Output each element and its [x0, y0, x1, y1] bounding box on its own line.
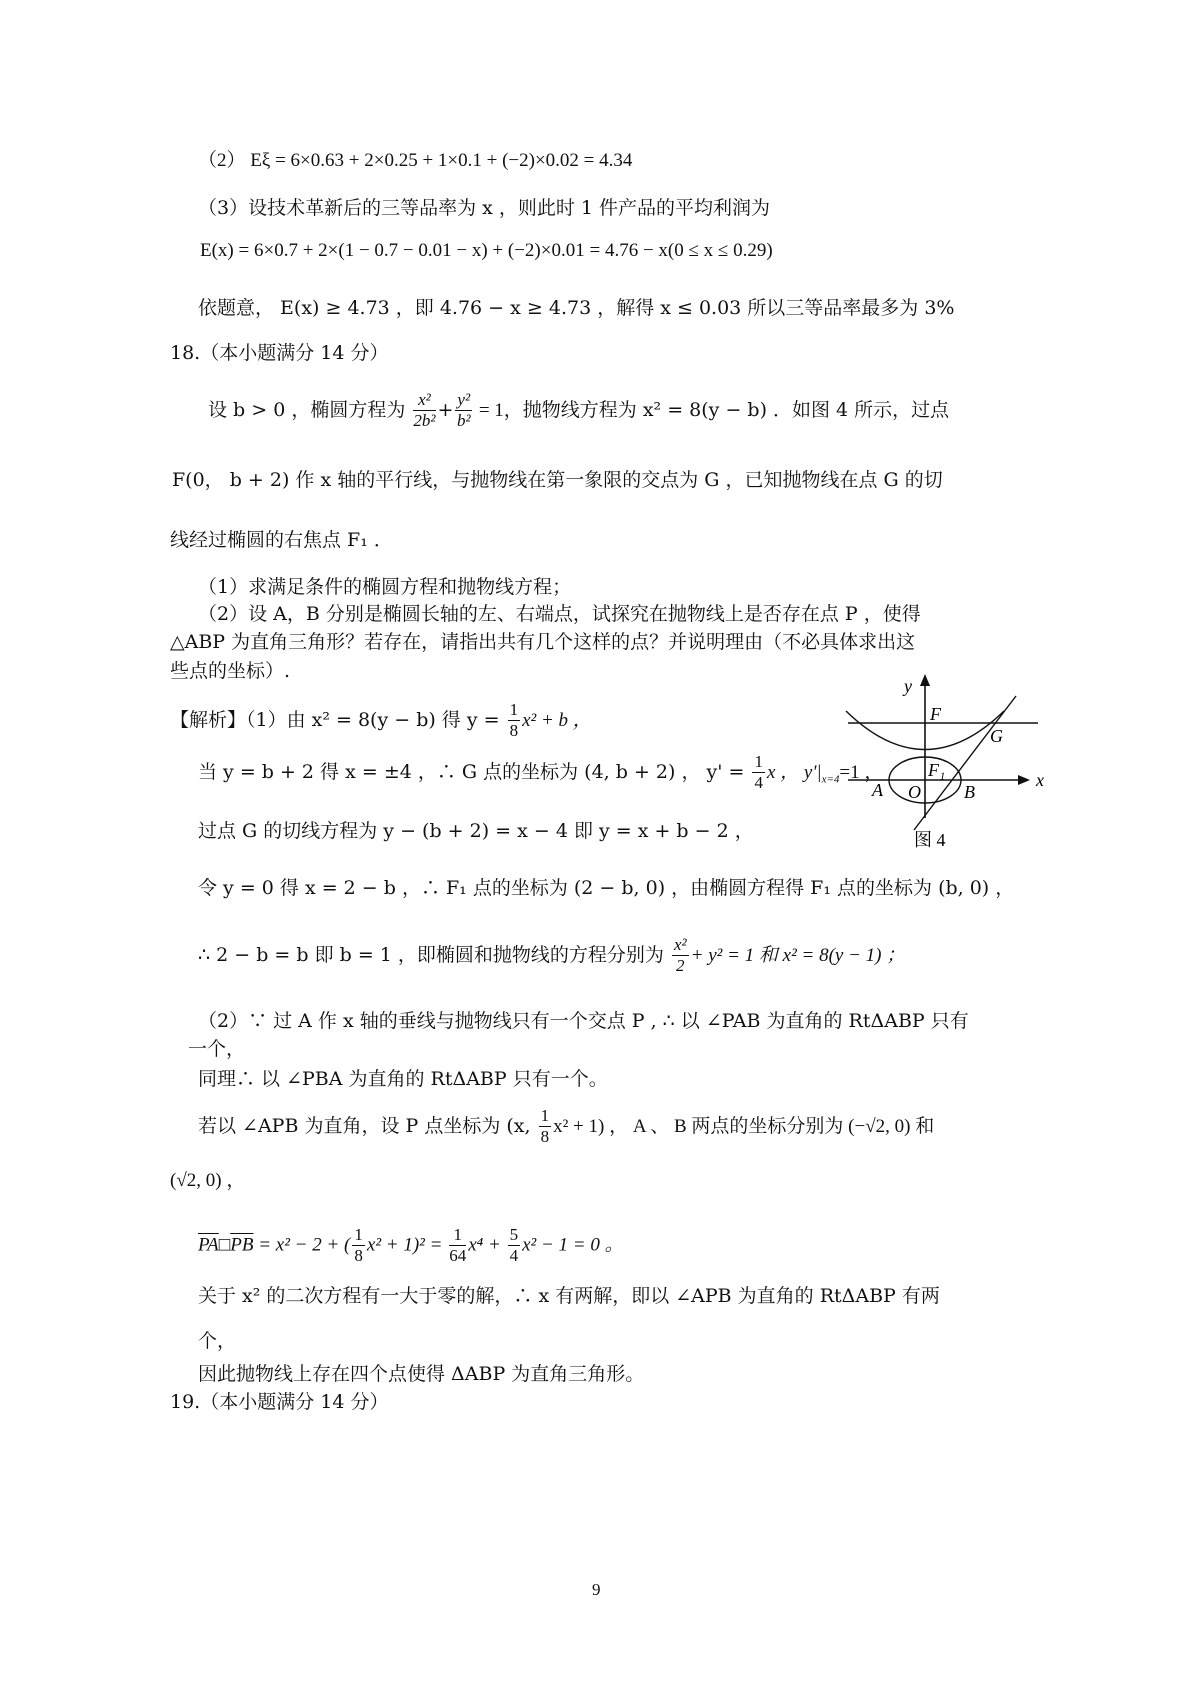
line-final: 因此抛物线上存在四个点使得 ΔABP 为直角三角形。 [198, 1363, 645, 1385]
y-axis-arrow [920, 674, 930, 686]
line-focus: 线经过椭圆的右焦点 F₁ ． [170, 529, 393, 551]
label-F: F [930, 704, 941, 724]
label-O: O [908, 782, 921, 802]
line-ellipse-def: 设 b > 0 ，椭圆方程为 $\frac{\text{x²}}{\text{2b²}}$ + $\frac{\text{y²}}{\text{b²}}$ = 1，抛物线方程为 x² = 8(y − b) ．如图 4 所示，过点 [208, 390, 950, 431]
figure-4-diagram [838, 668, 1054, 856]
text-part: 设 b > 0 ，椭圆方程为 [208, 398, 406, 421]
label-F1: F₁ [928, 760, 946, 780]
figure-caption: 图 4 [914, 830, 946, 850]
line-part2-a-cont: 一个， [188, 1038, 246, 1060]
line-part2-a: （2）∵ 过 A 作 x 轴的垂线与抛物线只有一个交点 P , ∴ 以 ∠PAB 为直角的 RtΔABP 只有 [198, 1010, 969, 1032]
line-F1-coords: 令 y = 0 得 x = 2 − b ，∴ F₁ 点的坐标为 (2 − b, 0) ，由椭圆方程得 F₁ 点的坐标为 (b, 0) ， [198, 877, 1015, 899]
label-x: x [1036, 770, 1044, 790]
fraction: $\frac{\text{y²}}{\text{b²}}$ [456, 390, 471, 431]
line-part2-b: 同理∴ 以 ∠PBA 为直角的 RtΔABP 只有一个。 [198, 1068, 608, 1090]
line-part2-c-cont: (√2, 0) ， [170, 1170, 246, 1191]
x-axis-arrow [1018, 775, 1030, 785]
line-solution-1: 【解析】（1）由 x² = 8(y − b) 得 y = $\frac{1}{8}$ x² + b ， [170, 700, 592, 741]
line-part3-intro: （3）设技术革新后的三等品率为 x ，则此时 1 件产品的平均利润为 [198, 197, 771, 219]
label-G: G [990, 726, 1003, 746]
line-point-F: F(0， b + 2) 作 x 轴的平行线，与抛物线在第一象限的交点为 G ，已知抛物线在点 G 的切 [172, 469, 943, 491]
line-equations: ∴ 2 − b = b 即 b = 1 ，即椭圆和抛物线的方程分别为 $\frac{\text{x²}}{2}$ + y² = 1 和 x² = 8(y − 1) ； [198, 935, 906, 976]
line-solution-2: 当 y = b + 2 得 x = ±4 ，∴ G 点的坐标为 (4, b + 2) ， y' = $\frac{1}{4}$ x ， $y'|_{x=4}=1$ ， [198, 752, 884, 793]
question-18-header: 18.（本小题满分 14 分） [170, 342, 389, 364]
fraction: $\frac{1}{8}$ [354, 1225, 363, 1266]
line-dot-product: $\overline{PA}□\overline{PB} = x^2 - 2$ + ( $\frac{1}{8}$ x² + 1)² = $\frac{1}{64}$ x⁴ + $\frac{5}{4}$ x² − 1 = 0 。 [198, 1225, 624, 1266]
fraction: $\frac{1}{4}$ [754, 752, 763, 793]
line-expected-profit: E(x) = 6×0.7 + 2×(1 − 0.7 − 0.01 − x) + (−2)×0.01 = 4.76 − x(0 ≤ x ≤ 0.29) [200, 240, 773, 261]
fraction: $\frac{1}{8}$ [509, 700, 519, 741]
page-number: 9 [592, 1580, 601, 1599]
label-y: y [904, 676, 912, 696]
label-B: B [964, 782, 975, 802]
question-19-header: 19.（本小题满分 14 分） [170, 1391, 389, 1413]
fraction: $\frac{5}{4}$ [509, 1225, 519, 1266]
line-quadratic: 关于 x² 的二次方程有一大于零的解，∴ x 有两解，即以 ∠APB 为直角的 RtΔABP 有两 [198, 1285, 940, 1307]
fraction: $\frac{1}{8}$ [540, 1106, 550, 1147]
line-conclusion: 依题意， E(x) ≥ 4.73 ，即 4.76 − x ≥ 4.73 ，解得 x ≤ 0.03 所以三等品率最多为 3% [198, 297, 955, 319]
label-A: A [872, 780, 883, 800]
line-part2-c: 若以 ∠APB 为直角，设 P 点坐标为 (x, $\frac{1}{8}$ x² + 1) ， A 、 B 两点的坐标分别为 (−√2, 0) 和 [198, 1106, 935, 1147]
fraction: $\frac{1}{64}$ [449, 1225, 467, 1266]
line-q2: （2）设 A，B 分别是椭圆长轴的左、右端点，试探究在抛物线上是否存在点 P ，使得 [198, 603, 921, 625]
fraction: $\frac{\text{x²}}{\text{2b²}}$ [413, 390, 436, 431]
line-q2-cont: △ABP 为直角三角形？若存在，请指出共有几个这样的点？并说明理由（不必具体求出这 [170, 631, 916, 653]
line-quadratic-cont: 个， [198, 1330, 237, 1352]
text-part: ，抛物线方程为 x² = 8(y − b) ．如图 4 所示，过点 [503, 398, 950, 421]
line-expectation: （2） Eξ = 6×0.63 + 2×0.25 + 1×0.1 + (−2)×0.02 = 4.34 [198, 150, 633, 171]
line-tangent: 过点 G 的切线方程为 y − (b + 2) = x − 4 即 y = x + b − 2 ， [198, 820, 754, 842]
line-q2-end: 些点的坐标）. [170, 660, 291, 682]
fraction: $\frac{\text{x²}}{2}$ [673, 935, 687, 976]
line-q1: （1）求满足条件的椭圆方程和抛物线方程； [198, 576, 572, 598]
